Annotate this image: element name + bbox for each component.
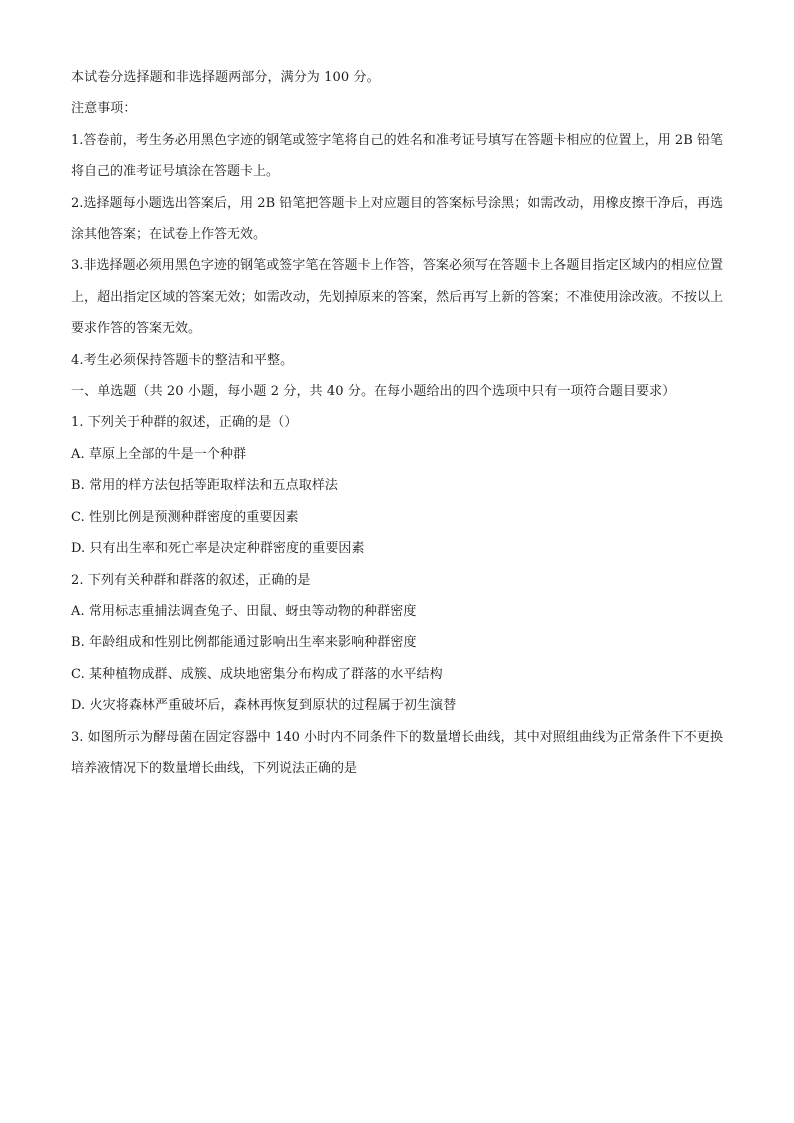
option-c: C. 某种植物成群、成簇、成块地密集分布构成了群落的水平结构 xyxy=(71,666,443,682)
notice-item-1: 1.答卷前，考生务必用黑色字迹的钢笔或签字笔将自己的姓名和准考证号填写在答题卡相应的位置上，用 2B 铅笔将自己的准考证号填涂在答题卡上。 xyxy=(71,132,723,180)
question-stem: 1. 下列关于种群的叙述，正确的是（） xyxy=(71,415,298,431)
option-b: B. 年龄组成和性别比例都能通过影响出生率来影响种群密度 xyxy=(71,635,417,651)
question-stem: 2. 下列有关种群和群落的叙述，正确的是 xyxy=(71,572,311,588)
question-2 xyxy=(71,565,723,722)
option-c: C. 性别比例是预测种群密度的重要因素 xyxy=(71,509,299,525)
exam-page xyxy=(71,62,723,784)
section-heading: 一、单选题（共 20 小题，每小题 2 分，共 40 分。在每小题给出的四个选项中只有一项符合题目要求） xyxy=(71,384,676,400)
option-d: D. 只有出生率和死亡率是决定种群密度的重要因素 xyxy=(71,541,365,557)
question-stem: 3. 如图所示为酵母菌在固定容器中 140 小时内不同条件下的数量增长曲线，其中对照组曲线为正常条件下不更换培养液情况下的数量增长曲线，下列说法正确的是 xyxy=(71,729,723,776)
notice-item-3: 3.非选择题必须用黑色字迹的钢笔或签字笔在答题卡上作答，答案必须写在答题卡上各题目指定区域内的相应位置上，超出指定区域的答案无效；如需改动，先划掉原来的答案，然后再写上新的答案；不准使用涂改液。不按以上要求作答的答案无效。 xyxy=(71,258,723,337)
option-b: B. 常用的样方法包括等距取样法和五点取样法 xyxy=(71,478,339,494)
option-a: A. 常用标志重捕法调查兔子、田鼠、蚜虫等动物的种群密度 xyxy=(71,603,417,619)
notice-item-4: 4.考生必须保持答题卡的整洁和平整。 xyxy=(71,352,294,368)
question-1 xyxy=(71,407,723,564)
intro-text: 本试卷分选择题和非选择题两部分，满分为 100 分。 xyxy=(71,70,380,85)
option-d: D. 火灾将森林严重破坏后，森林再恢复到原状的过程属于初生演替 xyxy=(71,698,457,714)
question-3 xyxy=(71,722,723,785)
notice-item-2: 2.选择题每小题选出答案后，用 2B 铅笔把答题卡上对应题目的答案标号涂黑；如需改动，用橡皮擦干净后，再选涂其他答案；在试卷上作答无效。 xyxy=(71,195,723,243)
notice-title: 注意事项： xyxy=(71,101,137,117)
option-a: A. 草原上全部的牛是一个种群 xyxy=(71,446,247,462)
